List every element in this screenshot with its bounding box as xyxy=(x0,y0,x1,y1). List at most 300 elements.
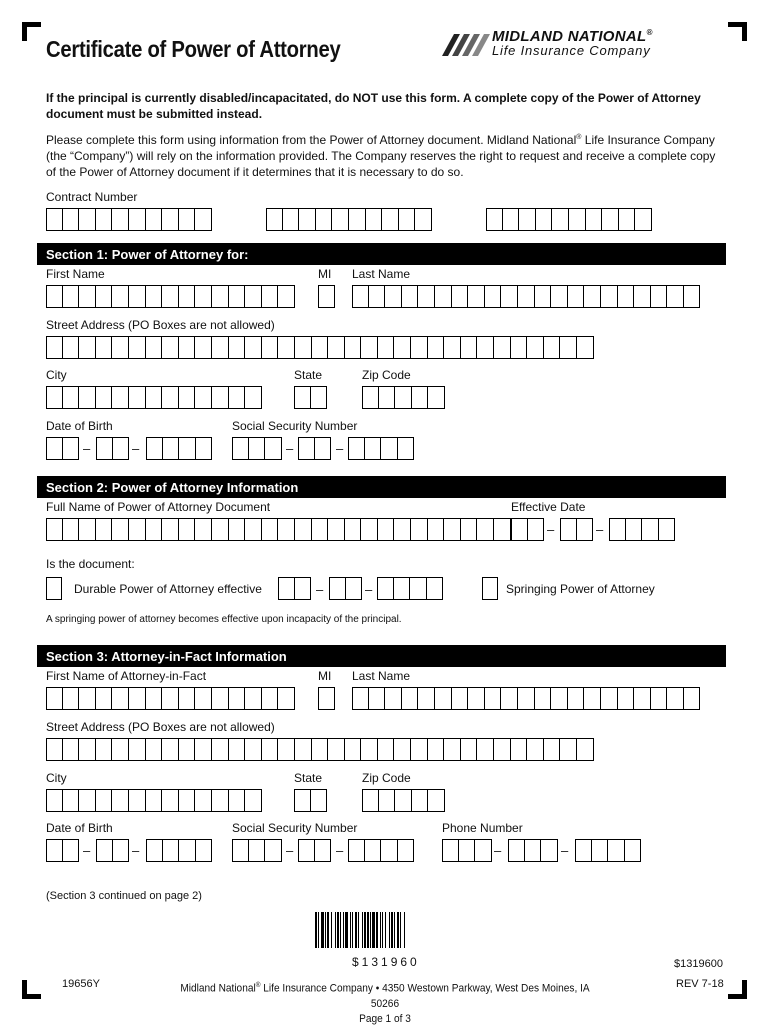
char-box[interactable] xyxy=(544,336,561,359)
char-box[interactable] xyxy=(328,518,345,541)
char-box[interactable] xyxy=(601,285,618,308)
dob-month-field[interactable] xyxy=(46,437,79,460)
char-box[interactable] xyxy=(262,738,279,761)
char-box[interactable] xyxy=(63,208,80,231)
char-box[interactable] xyxy=(229,336,246,359)
char-box[interactable] xyxy=(311,386,328,409)
char-box[interactable] xyxy=(79,518,96,541)
char-box[interactable] xyxy=(195,789,212,812)
last-name-field[interactable] xyxy=(352,285,700,308)
char-box[interactable] xyxy=(508,839,525,862)
char-box[interactable] xyxy=(348,437,365,460)
char-box[interactable] xyxy=(295,738,312,761)
char-box[interactable] xyxy=(402,687,419,710)
char-box[interactable] xyxy=(63,738,80,761)
char-box[interactable] xyxy=(179,285,196,308)
char-box[interactable] xyxy=(212,738,229,761)
char-box[interactable] xyxy=(365,839,382,862)
char-box[interactable] xyxy=(129,789,146,812)
char-box[interactable] xyxy=(541,839,558,862)
char-box[interactable] xyxy=(444,518,461,541)
char-box[interactable] xyxy=(79,789,96,812)
char-box[interactable] xyxy=(229,687,246,710)
char-box[interactable] xyxy=(410,577,427,600)
char-box[interactable] xyxy=(96,839,113,862)
char-box[interactable] xyxy=(428,789,445,812)
char-box[interactable] xyxy=(79,336,96,359)
char-box[interactable] xyxy=(162,738,179,761)
char-box[interactable] xyxy=(146,687,163,710)
char-box[interactable] xyxy=(349,208,366,231)
ssn-part-3-field[interactable] xyxy=(348,437,414,460)
char-box[interactable] xyxy=(162,687,179,710)
char-box[interactable] xyxy=(503,208,520,231)
char-box[interactable] xyxy=(295,577,312,600)
char-box[interactable] xyxy=(395,789,412,812)
char-box[interactable] xyxy=(46,437,63,460)
char-box[interactable] xyxy=(212,285,229,308)
char-box[interactable] xyxy=(332,208,349,231)
char-box[interactable] xyxy=(535,285,552,308)
char-box[interactable] xyxy=(411,738,428,761)
char-box[interactable] xyxy=(452,687,469,710)
char-box[interactable] xyxy=(427,577,444,600)
char-box[interactable] xyxy=(112,789,129,812)
char-box[interactable] xyxy=(212,386,229,409)
char-box[interactable] xyxy=(586,208,603,231)
char-box[interactable] xyxy=(584,285,601,308)
char-box[interactable] xyxy=(46,839,63,862)
char-box[interactable] xyxy=(318,687,335,710)
char-box[interactable] xyxy=(348,839,365,862)
effective-date-year-field[interactable] xyxy=(609,518,675,541)
char-box[interactable] xyxy=(265,437,282,460)
char-box[interactable] xyxy=(312,738,329,761)
char-box[interactable] xyxy=(179,518,196,541)
char-box[interactable] xyxy=(328,738,345,761)
attorney-ssn-part-2-field[interactable] xyxy=(298,839,331,862)
char-box[interactable] xyxy=(249,839,266,862)
char-box[interactable] xyxy=(278,687,295,710)
char-box[interactable] xyxy=(634,687,651,710)
char-box[interactable] xyxy=(46,738,63,761)
contract-number-field-3[interactable] xyxy=(486,208,652,231)
char-box[interactable] xyxy=(146,386,163,409)
char-box[interactable] xyxy=(179,789,196,812)
char-box[interactable] xyxy=(328,336,345,359)
char-box[interactable] xyxy=(278,518,295,541)
char-box[interactable] xyxy=(129,208,146,231)
char-box[interactable] xyxy=(411,518,428,541)
attorney-street-address-field[interactable] xyxy=(46,738,594,761)
char-box[interactable] xyxy=(112,518,129,541)
char-box[interactable] xyxy=(299,208,316,231)
char-box[interactable] xyxy=(369,285,386,308)
char-box[interactable] xyxy=(592,839,609,862)
char-box[interactable] xyxy=(345,518,362,541)
char-box[interactable] xyxy=(511,336,528,359)
char-box[interactable] xyxy=(195,738,212,761)
char-box[interactable] xyxy=(96,789,113,812)
char-box[interactable] xyxy=(642,518,659,541)
char-box[interactable] xyxy=(329,577,346,600)
char-box[interactable] xyxy=(395,386,412,409)
char-box[interactable] xyxy=(382,208,399,231)
attorney-phone-prefix-field[interactable] xyxy=(508,839,558,862)
char-box[interactable] xyxy=(311,789,328,812)
char-box[interactable] xyxy=(266,208,283,231)
springing-poa-checkbox[interactable] xyxy=(482,577,498,600)
char-box[interactable] xyxy=(569,208,586,231)
char-box[interactable] xyxy=(468,687,485,710)
char-box[interactable] xyxy=(494,738,511,761)
char-box[interactable] xyxy=(129,687,146,710)
char-box[interactable] xyxy=(46,687,63,710)
char-box[interactable] xyxy=(352,687,369,710)
char-box[interactable] xyxy=(63,839,80,862)
contract-number-field-1[interactable] xyxy=(46,208,212,231)
char-box[interactable] xyxy=(298,437,315,460)
char-box[interactable] xyxy=(163,839,180,862)
char-box[interactable] xyxy=(245,789,262,812)
char-box[interactable] xyxy=(295,336,312,359)
char-box[interactable] xyxy=(146,738,163,761)
char-box[interactable] xyxy=(485,285,502,308)
char-box[interactable] xyxy=(318,285,335,308)
char-box[interactable] xyxy=(412,789,429,812)
char-box[interactable] xyxy=(345,738,362,761)
char-box[interactable] xyxy=(402,285,419,308)
char-box[interactable] xyxy=(525,839,542,862)
char-box[interactable] xyxy=(618,687,635,710)
char-box[interactable] xyxy=(609,518,626,541)
char-box[interactable] xyxy=(46,208,63,231)
durable-date-year-field[interactable] xyxy=(377,577,443,600)
char-box[interactable] xyxy=(129,285,146,308)
char-box[interactable] xyxy=(262,336,279,359)
char-box[interactable] xyxy=(394,518,411,541)
char-box[interactable] xyxy=(415,208,432,231)
char-box[interactable] xyxy=(232,839,249,862)
char-box[interactable] xyxy=(361,738,378,761)
char-box[interactable] xyxy=(411,336,428,359)
char-box[interactable] xyxy=(394,577,411,600)
char-box[interactable] xyxy=(560,518,577,541)
char-box[interactable] xyxy=(477,336,494,359)
char-box[interactable] xyxy=(435,687,452,710)
char-box[interactable] xyxy=(444,738,461,761)
char-box[interactable] xyxy=(442,839,459,862)
durable-date-month-field[interactable] xyxy=(278,577,311,600)
char-box[interactable] xyxy=(398,839,415,862)
char-box[interactable] xyxy=(112,386,129,409)
char-box[interactable] xyxy=(195,285,212,308)
char-box[interactable] xyxy=(379,789,396,812)
char-box[interactable] xyxy=(262,687,279,710)
zip-code-field[interactable] xyxy=(362,386,445,409)
contract-number-field-2[interactable] xyxy=(266,208,432,231)
char-box[interactable] xyxy=(601,687,618,710)
char-box[interactable] xyxy=(552,208,569,231)
dob-year-field[interactable] xyxy=(146,437,212,460)
char-box[interactable] xyxy=(112,687,129,710)
char-box[interactable] xyxy=(659,518,676,541)
char-box[interactable] xyxy=(113,437,130,460)
char-box[interactable] xyxy=(146,839,163,862)
char-box[interactable] xyxy=(294,386,311,409)
dob-day-field[interactable] xyxy=(96,437,129,460)
char-box[interactable] xyxy=(345,336,362,359)
mi-field[interactable] xyxy=(318,285,335,308)
char-box[interactable] xyxy=(369,687,386,710)
char-box[interactable] xyxy=(452,285,469,308)
char-box[interactable] xyxy=(584,687,601,710)
char-box[interactable] xyxy=(129,336,146,359)
char-box[interactable] xyxy=(412,386,429,409)
char-box[interactable] xyxy=(262,285,279,308)
char-box[interactable] xyxy=(461,738,478,761)
char-box[interactable] xyxy=(366,208,383,231)
char-box[interactable] xyxy=(651,285,668,308)
char-box[interactable] xyxy=(577,738,594,761)
poa-document-name-field[interactable] xyxy=(46,518,511,541)
effective-date-month-field[interactable] xyxy=(511,518,544,541)
char-box[interactable] xyxy=(96,437,113,460)
char-box[interactable] xyxy=(536,208,553,231)
char-box[interactable] xyxy=(63,285,80,308)
char-box[interactable] xyxy=(527,738,544,761)
char-box[interactable] xyxy=(519,208,536,231)
char-box[interactable] xyxy=(249,437,266,460)
char-box[interactable] xyxy=(394,336,411,359)
char-box[interactable] xyxy=(619,208,636,231)
ssn-part-1-field[interactable] xyxy=(232,437,282,460)
char-box[interactable] xyxy=(229,386,246,409)
char-box[interactable] xyxy=(560,738,577,761)
char-box[interactable] xyxy=(477,518,494,541)
char-box[interactable] xyxy=(162,285,179,308)
char-box[interactable] xyxy=(112,336,129,359)
char-box[interactable] xyxy=(179,839,196,862)
state-field[interactable] xyxy=(294,386,327,409)
char-box[interactable] xyxy=(295,518,312,541)
char-box[interactable] xyxy=(162,386,179,409)
char-box[interactable] xyxy=(195,687,212,710)
first-name-field[interactable] xyxy=(46,285,295,308)
char-box[interactable] xyxy=(129,386,146,409)
char-box[interactable] xyxy=(96,738,113,761)
char-box[interactable] xyxy=(63,386,80,409)
char-box[interactable] xyxy=(461,518,478,541)
char-box[interactable] xyxy=(634,285,651,308)
char-box[interactable] xyxy=(46,285,63,308)
char-box[interactable] xyxy=(283,208,300,231)
char-box[interactable] xyxy=(162,208,179,231)
char-box[interactable] xyxy=(518,687,535,710)
attorney-dob-day-field[interactable] xyxy=(96,839,129,862)
attorney-ssn-part-1-field[interactable] xyxy=(232,839,282,862)
char-box[interactable] xyxy=(518,285,535,308)
char-box[interactable] xyxy=(361,336,378,359)
char-box[interactable] xyxy=(459,839,476,862)
char-box[interactable] xyxy=(179,208,196,231)
char-box[interactable] xyxy=(602,208,619,231)
char-box[interactable] xyxy=(428,386,445,409)
char-box[interactable] xyxy=(196,839,213,862)
char-box[interactable] xyxy=(399,208,416,231)
char-box[interactable] xyxy=(245,285,262,308)
char-box[interactable] xyxy=(146,336,163,359)
char-box[interactable] xyxy=(46,386,63,409)
char-box[interactable] xyxy=(485,687,502,710)
char-box[interactable] xyxy=(46,336,63,359)
char-box[interactable] xyxy=(262,518,279,541)
char-box[interactable] xyxy=(179,336,196,359)
char-box[interactable] xyxy=(568,687,585,710)
char-box[interactable] xyxy=(312,518,329,541)
char-box[interactable] xyxy=(684,687,701,710)
char-box[interactable] xyxy=(501,687,518,710)
char-box[interactable] xyxy=(163,437,180,460)
char-box[interactable] xyxy=(146,789,163,812)
char-box[interactable] xyxy=(278,738,295,761)
char-box[interactable] xyxy=(112,285,129,308)
attorney-city-field[interactable] xyxy=(46,789,262,812)
char-box[interactable] xyxy=(365,437,382,460)
char-box[interactable] xyxy=(96,518,113,541)
char-box[interactable] xyxy=(428,738,445,761)
char-box[interactable] xyxy=(535,687,552,710)
char-box[interactable] xyxy=(626,518,643,541)
char-box[interactable] xyxy=(46,518,63,541)
char-box[interactable] xyxy=(195,518,212,541)
char-box[interactable] xyxy=(112,208,129,231)
char-box[interactable] xyxy=(501,285,518,308)
char-box[interactable] xyxy=(179,687,196,710)
char-box[interactable] xyxy=(79,687,96,710)
char-box[interactable] xyxy=(79,208,96,231)
char-box[interactable] xyxy=(362,386,379,409)
durable-date-day-field[interactable] xyxy=(329,577,362,600)
char-box[interactable] xyxy=(381,839,398,862)
attorney-mi-field[interactable] xyxy=(318,687,335,710)
char-box[interactable] xyxy=(245,738,262,761)
char-box[interactable] xyxy=(428,518,445,541)
char-box[interactable] xyxy=(195,336,212,359)
char-box[interactable] xyxy=(528,518,545,541)
char-box[interactable] xyxy=(162,789,179,812)
char-box[interactable] xyxy=(511,518,528,541)
char-box[interactable] xyxy=(229,738,246,761)
char-box[interactable] xyxy=(294,789,311,812)
ssn-part-2-field[interactable] xyxy=(298,437,331,460)
char-box[interactable] xyxy=(229,518,246,541)
char-box[interactable] xyxy=(551,285,568,308)
char-box[interactable] xyxy=(486,208,503,231)
city-field[interactable] xyxy=(46,386,262,409)
char-box[interactable] xyxy=(129,738,146,761)
char-box[interactable] xyxy=(245,687,262,710)
char-box[interactable] xyxy=(278,285,295,308)
char-box[interactable] xyxy=(112,738,129,761)
attorney-last-name-field[interactable] xyxy=(352,687,700,710)
char-box[interactable] xyxy=(162,336,179,359)
char-box[interactable] xyxy=(316,208,333,231)
char-box[interactable] xyxy=(378,518,395,541)
durable-poa-checkbox[interactable] xyxy=(46,577,62,600)
char-box[interactable] xyxy=(378,336,395,359)
char-box[interactable] xyxy=(162,518,179,541)
attorney-dob-month-field[interactable] xyxy=(46,839,79,862)
char-box[interactable] xyxy=(315,839,332,862)
char-box[interactable] xyxy=(212,789,229,812)
char-box[interactable] xyxy=(96,336,113,359)
char-box[interactable] xyxy=(79,285,96,308)
char-box[interactable] xyxy=(196,437,213,460)
char-box[interactable] xyxy=(461,336,478,359)
char-box[interactable] xyxy=(377,577,394,600)
char-box[interactable] xyxy=(195,386,212,409)
char-box[interactable] xyxy=(346,577,363,600)
attorney-ssn-part-3-field[interactable] xyxy=(348,839,414,862)
char-box[interactable] xyxy=(245,518,262,541)
char-box[interactable] xyxy=(618,285,635,308)
char-box[interactable] xyxy=(418,285,435,308)
char-box[interactable] xyxy=(568,285,585,308)
char-box[interactable] xyxy=(212,687,229,710)
char-box[interactable] xyxy=(560,336,577,359)
char-box[interactable] xyxy=(179,437,196,460)
char-box[interactable] xyxy=(625,839,642,862)
char-box[interactable] xyxy=(278,577,295,600)
char-box[interactable] xyxy=(146,437,163,460)
char-box[interactable] xyxy=(352,285,369,308)
char-box[interactable] xyxy=(577,336,594,359)
char-box[interactable] xyxy=(468,285,485,308)
char-box[interactable] xyxy=(63,518,80,541)
char-box[interactable] xyxy=(229,789,246,812)
char-box[interactable] xyxy=(394,738,411,761)
attorney-phone-area-field[interactable] xyxy=(442,839,492,862)
char-box[interactable] xyxy=(494,518,511,541)
char-box[interactable] xyxy=(229,285,246,308)
street-address-field[interactable] xyxy=(46,336,594,359)
char-box[interactable] xyxy=(385,285,402,308)
char-box[interactable] xyxy=(129,518,146,541)
char-box[interactable] xyxy=(398,437,415,460)
char-box[interactable] xyxy=(265,839,282,862)
attorney-first-name-field[interactable] xyxy=(46,687,295,710)
char-box[interactable] xyxy=(608,839,625,862)
char-box[interactable] xyxy=(113,839,130,862)
char-box[interactable] xyxy=(418,687,435,710)
char-box[interactable] xyxy=(428,336,445,359)
char-box[interactable] xyxy=(63,789,80,812)
char-box[interactable] xyxy=(212,336,229,359)
attorney-zip-code-field[interactable] xyxy=(362,789,445,812)
char-box[interactable] xyxy=(245,336,262,359)
char-box[interactable] xyxy=(551,687,568,710)
char-box[interactable] xyxy=(544,738,561,761)
char-box[interactable] xyxy=(527,336,544,359)
char-box[interactable] xyxy=(635,208,652,231)
attorney-dob-year-field[interactable] xyxy=(146,839,212,862)
char-box[interactable] xyxy=(475,839,492,862)
char-box[interactable] xyxy=(684,285,701,308)
char-box[interactable] xyxy=(63,336,80,359)
char-box[interactable] xyxy=(96,687,113,710)
char-box[interactable] xyxy=(46,789,63,812)
